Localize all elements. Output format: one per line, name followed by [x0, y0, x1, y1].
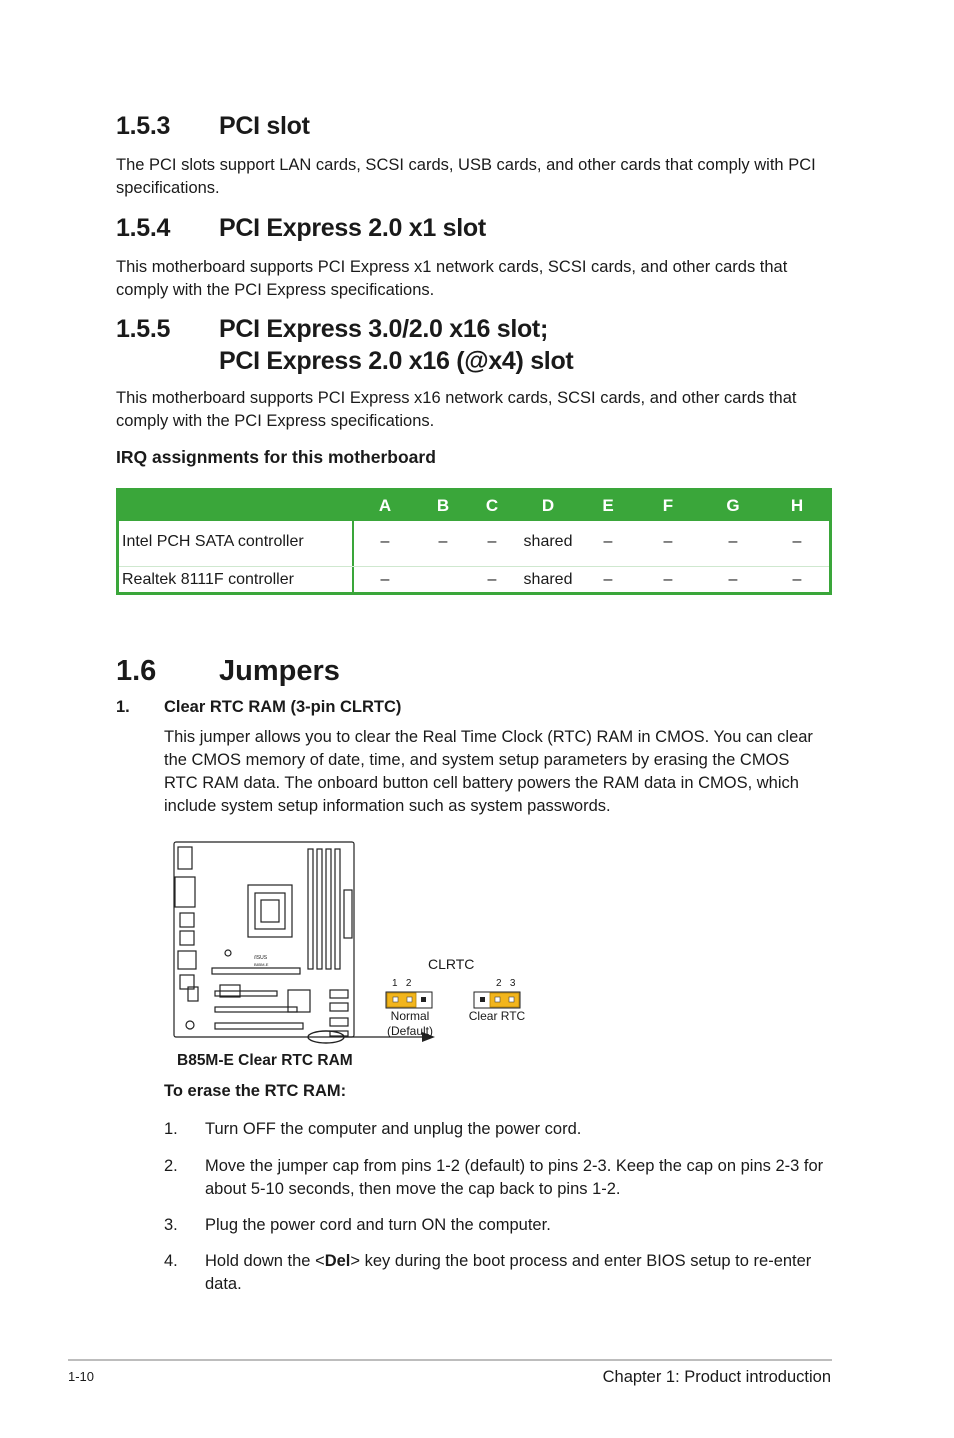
irq-table — [116, 488, 832, 595]
step-list — [164, 1118, 854, 1318]
column-divider — [352, 521, 354, 595]
section-title-line1: PCI Express 3.0/2.0 x16 slot; — [219, 315, 548, 343]
step-text-post: > key during the boot process and enter BIOS setup to re-enter data. — [205, 1252, 812, 1293]
step-text — [205, 1250, 820, 1296]
footer-rule — [68, 1359, 832, 1361]
row-label: Realtek 8111F controller — [122, 571, 294, 588]
section-body-1-5-4: This motherboard supports PCI Express x1 network cards, SCSI cards, and other cards that comply with the PCI Express specifications. — [116, 258, 788, 299]
table-cell: – — [728, 571, 738, 588]
table-cell: – — [792, 571, 802, 588]
step-number: 2. — [164, 1157, 178, 1175]
header-label: CLRTC — [428, 956, 475, 972]
section-title-line2: PCI Express 2.0 x16 (@x4) slot — [219, 347, 574, 375]
item-title: Clear RTC RAM (3-pin CLRTC) — [164, 698, 402, 716]
step-text-pre: Hold down the < — [205, 1252, 325, 1270]
row-divider — [119, 566, 829, 567]
section-title: PCI slot — [219, 112, 310, 140]
step-text: Move the jumper cap from pins 1-2 (default) to pins 2-3. Keep the cap on pins 2-3 for about 5-10 seconds, then move the cap back to pins 1-2. — [205, 1157, 824, 1198]
clrtc-diagram — [160, 835, 560, 1075]
jumper-clear — [474, 992, 520, 1008]
step-number: 1. — [164, 1120, 178, 1138]
pins-clear-numbers: 2 3 — [496, 978, 516, 989]
chapter-heading-1-6 — [116, 655, 816, 691]
section-heading-1-5-5 — [116, 313, 816, 377]
table-cell: – — [663, 533, 673, 550]
erase-heading: To erase the RTC RAM: — [164, 1082, 347, 1100]
step-text: Plug the power cord and turn ON the computer. — [205, 1216, 551, 1234]
column-header: G — [726, 496, 740, 515]
step-number: 3. — [164, 1216, 178, 1234]
table-cell: – — [380, 533, 390, 550]
column-header: H — [790, 496, 804, 515]
table-cell: – — [380, 571, 390, 588]
column-header: C — [485, 496, 499, 515]
table-cell: – — [792, 533, 802, 550]
column-header: D — [541, 496, 555, 515]
row-label: Intel PCH SATA controller — [122, 533, 304, 550]
chapter-title: Chapter 1: Product introduction — [602, 1368, 831, 1386]
section-body-1-5-3: The PCI slots support LAN cards, SCSI cards, USB cards, and other cards that comply with PCI specifications. — [116, 156, 816, 197]
diagram-caption: B85M-E Clear RTC RAM — [177, 1052, 353, 1069]
table-cell: – — [487, 533, 497, 550]
section-number: 1.5.3 — [116, 112, 171, 140]
table-cell: – — [728, 533, 738, 550]
section-title: Jumpers — [219, 655, 340, 687]
section-heading-1-5-3 — [116, 110, 816, 142]
default-label: (Default) — [386, 1024, 434, 1038]
table-cell: – — [603, 571, 613, 588]
table-cell: shared — [523, 533, 573, 550]
page-number: 1-10 — [68, 1369, 95, 1384]
step-text: Turn OFF the computer and unplug the power cord. — [205, 1120, 582, 1138]
board-model: B85M-E — [254, 962, 269, 967]
normal-label: Normal — [390, 1009, 430, 1023]
column-header: A — [378, 496, 392, 515]
section-number: 1.6 — [116, 655, 157, 687]
jumper-normal — [386, 992, 432, 1008]
section-body-1-5-5: This motherboard supports PCI Express x16 network cards, SCSI cards, and other cards that comply with the PCI Express specifications. — [116, 389, 797, 430]
board-logo: /ISUS — [254, 955, 268, 961]
table-cell: – — [487, 571, 497, 588]
irq-table-header — [119, 491, 829, 521]
motherboard-outline — [174, 842, 354, 1043]
pins-normal-numbers: 1 2 — [392, 978, 412, 989]
section-title: PCI Express 2.0 x1 slot — [219, 214, 486, 242]
step-number: 4. — [164, 1252, 178, 1270]
table-cell: – — [663, 571, 673, 588]
item-number: 1. — [116, 698, 130, 716]
column-header: F — [662, 496, 674, 515]
clear-label: Clear RTC — [468, 1009, 526, 1023]
del-key: Del — [324, 1252, 351, 1270]
column-header: B — [436, 496, 450, 515]
irq-heading: IRQ assignments for this motherboard — [116, 447, 436, 467]
section-number: 1.5.5 — [116, 315, 171, 343]
table-cell: shared — [523, 571, 573, 588]
table-cell: – — [603, 533, 613, 550]
column-header: E — [602, 496, 614, 515]
section-heading-1-5-4 — [116, 212, 816, 244]
section-number: 1.5.4 — [116, 214, 171, 242]
table-cell: – — [438, 533, 448, 550]
item-body: This jumper allows you to clear the Real Time Clock (RTC) RAM in CMOS. You can clear the CMOS memory of date, time, and system setup parameters by erasing the CMOS RTC RAM data. The onboard button cell battery powers the RAM data in CMOS, which include system setup information such as system passwords. — [164, 728, 813, 815]
